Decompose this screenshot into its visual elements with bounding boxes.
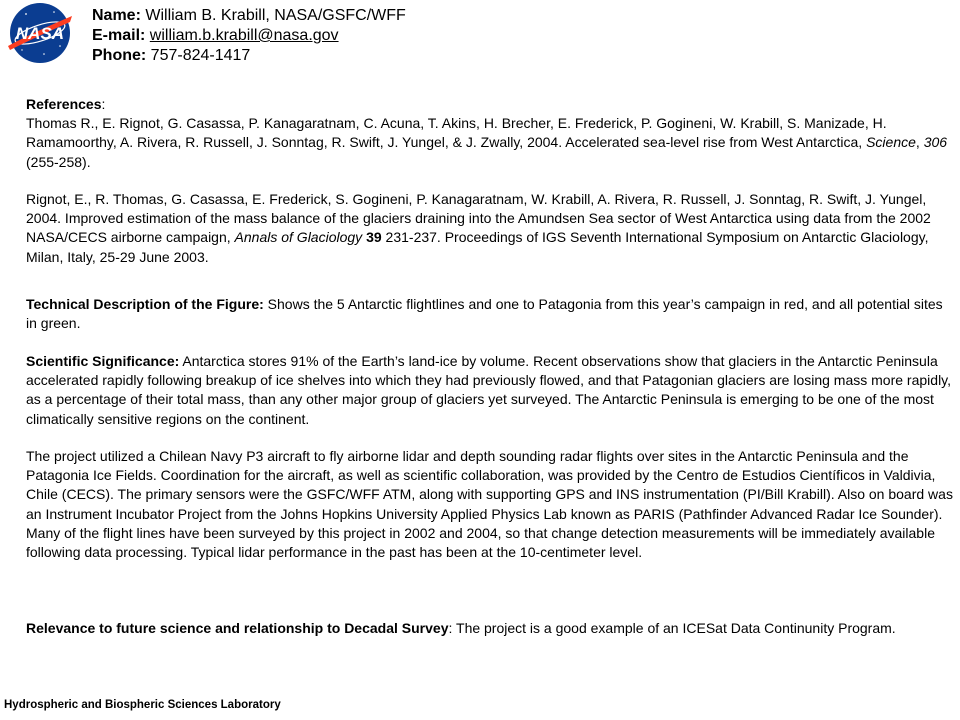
scientific-significance: Scientific Significance: Antarctica stores 91% of the Earth’s land-ice by volume. Recent observations show that glaciers in the Antarctic Peninsula accelerated rapidly following breakup of ice shelves into which they had previously flowed, and that Patagonian glaciers are losing mass more rapidly, as a percentage of their total mass, than any other major group of glaciers yet surveyed. The Antarctic Peninsula is emerging to be one of the most climatically sensitive regions on the continent. bbox=[26, 353, 952, 427]
svg-text:NASA: NASA bbox=[15, 24, 65, 43]
contact-info bbox=[92, 6, 406, 66]
project-description: The project utilized a Chilean Navy P3 aircraft to fly airborne lidar and depth sounding radar flights over sites in the Antarctic Peninsula and the Patagonia Ice Fields. Coordination for the aircraft, as well as scientific collaboration, was provided by the Centro de Estudios Científicos in Valdivia, Chile (CECS). The primary sensors were the GSFC/WFF ATM, along with supporting GPS and INS instrumentation (PI/Bill Krabill). Also on board was an Instrument Incubator Project from the Johns Hopkins University Applied Physics Lab known as PARIS (Pathfinder Advanced Radar Ice Sounder). Many of the flight lines have been surveyed by this project in 2002 and 2004, so that change detection measurements will be immediately available following data processing. Typical lidar performance in the past has been at the 10-centimeter level. bbox=[26, 448, 953, 561]
references-heading: References: bbox=[26, 96, 106, 112]
relevance-label: Relevance to future science and relationship to Decadal Survey bbox=[26, 620, 449, 636]
phone-value: 757-824-1417 bbox=[150, 47, 251, 64]
significance-label: Scientific Significance: bbox=[26, 353, 180, 369]
references-section bbox=[26, 95, 954, 172]
relevance-section: Relevance to future science and relationship to Decadal Survey: The project is a good example of an ICESat Data Continunity Program. bbox=[26, 620, 896, 636]
technical-description: Technical Description of the Figure: Shows the 5 Antarctic flightlines and one to Patagonia from this year’s campaign in red, and all potential sites in green. bbox=[26, 296, 943, 332]
email-label: E-mail: bbox=[92, 27, 146, 44]
contact-name-line bbox=[92, 6, 406, 26]
reference-2: Rignot, E., R. Thomas, G. Casassa, E. Frederick, S. Gogineni, P. Kanagaratnam, W. Krabill, A. Rivera, R. Russell, J. Sonntag, R. Swift, J. Yungel, 2004. Improved estimation of the mass balance of the glaciers draining into the Amundsen Sea sector of West Antarctica using data from the 2002 NASA/CECS airborne campaign, Annals of Glaciology 39 231-237. Proceedings of IGS Seventh International Symposium on Antarctic Glaciology, Milan, Italy, 25-29 June 2003. bbox=[26, 191, 931, 265]
technical-label: Technical Description of the Figure: bbox=[26, 296, 264, 312]
name-value: William B. Krabill, NASA/GSFC/WFF bbox=[145, 7, 406, 24]
nasa-logo bbox=[4, 2, 76, 64]
contact-phone-line bbox=[92, 46, 406, 66]
email-link[interactable]: william.b.krabill@nasa.gov bbox=[149, 27, 339, 44]
reference-1: Thomas R., E. Rignot, G. Casassa, P. Kanagaratnam, C. Acuna, T. Akins, H. Brecher, E. Frederick, P. Gogineni, W. Krabill, S. Manizade, H. Ramamoorthy, A. Rivera, R. Russell, J. Sonntag, R. Swift, J. Yungel, & J. Zwally, 2004. Accelerated sea-level rise from West Antarctica, Science, 306 (255-258). bbox=[26, 115, 948, 170]
footer-lab-name: Hydrospheric and Biospheric Sciences Laboratory bbox=[4, 699, 281, 711]
phone-label: Phone: bbox=[92, 47, 147, 64]
name-label: Name: bbox=[92, 7, 141, 24]
contact-email-line bbox=[92, 26, 406, 46]
